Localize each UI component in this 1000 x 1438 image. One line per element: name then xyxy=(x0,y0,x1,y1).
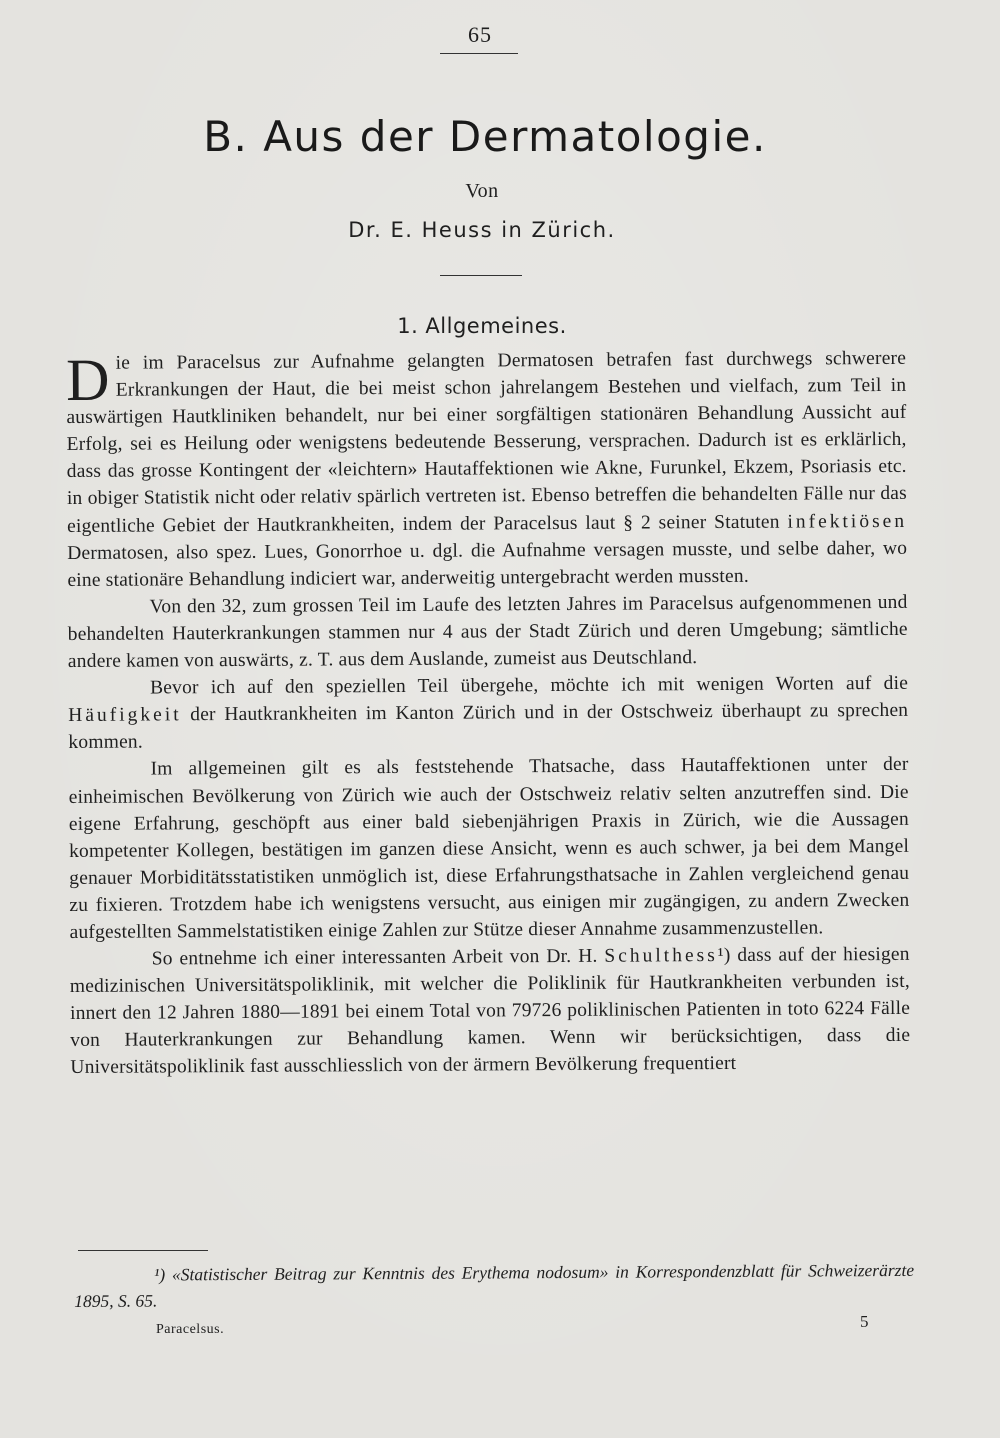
body-text xyxy=(66,345,910,1082)
emphasis-haeufigkeit: Häufigkeit xyxy=(68,704,182,727)
paragraph-5 xyxy=(70,941,911,1082)
emphasis-infektioesen: infektiösen xyxy=(787,510,908,533)
paragraph-3-text-b: der Hautkrankheiten im Kanton Zürich und in der Ostschweiz überhaupt zu sprechen kommen. xyxy=(68,700,909,754)
footnote xyxy=(74,1257,914,1314)
footnote-text: ¹) «Statistischer Beitrag zur Kenntnis des Erythema nodosum» in Korrespondenzblatt für Schweizerärzte 1895, S. 65. xyxy=(74,1259,915,1311)
emphasis-schulthess: Schulthess xyxy=(604,945,718,967)
chapter-title: B. Aus der Dermatologie. xyxy=(203,112,767,161)
paragraph-3-text-a: Bevor ich auf den speziellen Teil übergehe, möchte ich mit wenigen Worten auf die xyxy=(150,672,909,699)
paragraph-5-text-b: ¹) dass auf der hiesigen medizinischen Universitätspoliklinik, mit welcher die Poliklinik für Hautkrankheiten verbunden ist, innert den 12 Jahren 1880—1891 bei einem Total von 79726 poliklinischen Patienten in toto 6224 Fälle von Hauterkrankungen zur Behandlung kamen. Wenn wir berücksichtigen, dass die Universitätspoliklinik fast ausschliesslich von der ärmern Bevölkerung frequentiert xyxy=(69,943,911,1079)
footer-sheet-number: 5 xyxy=(860,1312,869,1331)
paragraph-1 xyxy=(66,345,907,594)
author-rule xyxy=(440,275,522,276)
paragraph-1-text-a: ie im Paracelsus zur Aufnahme gelangten Dermatosen betrafen fast durchwegs schwerere Erkrankungen der Haut, die bei meist schon jahrelangem Bestehen und vielfach, zum Teil in auswärtigen Hautkliniken behandelt, nur bei einer sorgfältigen stationären Behandlung Aussicht auf Erfolg, sei es Heilung oder wenigstens bedeutende Besserung, versprachen. Dadurch ist es erklärlich, dass das grosse Kontingent der «leichtern» Hautaffektionen wie Akne, Furunkel, Ekzem, Psoriasis etc. in obiger Statistik nicht oder relativ spärlich vertreten ist. Ebenso betreffen die behandelten Fälle nur das eigentliche Gebiet der Hautkrankheiten, indem der Paracelsus laut § 2 seiner Statuten xyxy=(66,347,907,537)
paragraph-2: Von den 32, zum grossen Teil im Laufe des letzten Jahres im Paracelsus aufgenommenen und behandelten Hauterkrankungen stammen nur 4 aus der Stadt Zürich und deren Umgebung; sämtliche andere kamen von auswärts, z. T. aus dem Auslande, zumeist aus Deutschland. xyxy=(67,591,908,673)
page-number: 65 xyxy=(468,22,492,47)
paragraph-1-text-b: Dermatosen, also spez. Lues, Gonorrhoe u. dgl. die Aufnahme versagen musste, und selbe daher, wo eine stationäre Behandlung indiciert war, anderweitig untergebracht werden mussten. xyxy=(67,537,908,591)
footer-signature: Paracelsus. xyxy=(156,1322,225,1337)
byline: Von xyxy=(465,180,499,202)
author: Dr. E. Heuss in Zürich. xyxy=(348,218,616,242)
page-number-rule xyxy=(440,53,518,54)
paragraph-3 xyxy=(68,670,908,756)
drop-cap: D xyxy=(65,346,110,413)
section-heading: 1. Allgemeines. xyxy=(397,314,567,338)
paragraph-4: Im allgemeinen gilt es als feststehende Thatsache, dass Hautaffektionen unter der einheimischen Bevölkerung von Zürich wie auch der Ostschweiz relativ selten anzutreffen sind. Die eigene Erfahrung, geschöpft aus einer bald siebenjährigen Praxis in Zürich, wie die Aussagen kompetenter Kollegen, bestätigen im ganzen diese Ansicht, wenn es auch schwer, ja bei dem Mangel genauer Morbiditätsstatistiken unmöglich ist, diese Erfahrungsthatsache in Zahlen vergleichend genau zu fixieren. Trotzdem habe ich wenigstens versucht, aus einigen mir zugängigen, zu andern Zwecken aufgestellten Sammelstatistiken einige Zahlen zur Stütze dieser Annahme zusammenzustellen. xyxy=(68,754,910,943)
paragraph-5-text-a: So entnehme ich einer interessanten Arbeit von Dr. H. xyxy=(151,945,605,970)
footnote-rule xyxy=(78,1250,208,1251)
